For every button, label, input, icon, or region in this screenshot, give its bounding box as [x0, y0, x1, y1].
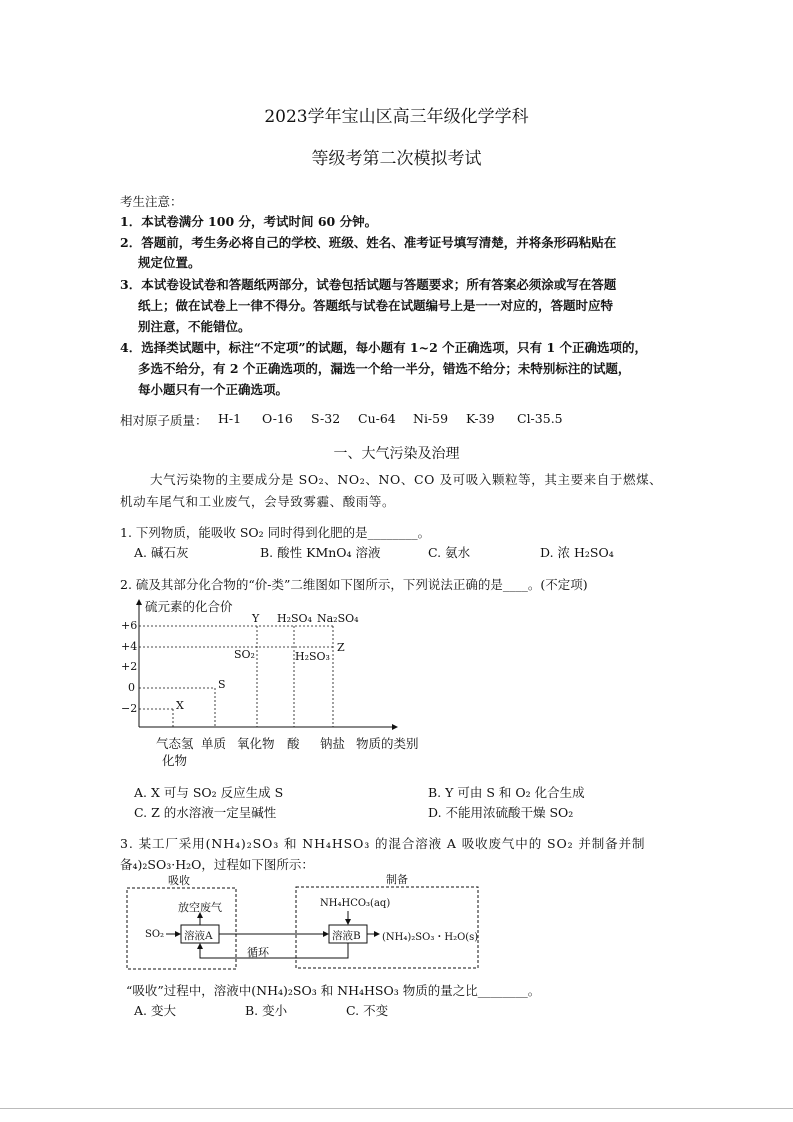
notice-heading: 考生注意： [120, 194, 183, 209]
notice-item: 别注意，不能错位。 [138, 319, 251, 334]
label-product: (NH₄)₂SO₃・H₂O(s) [382, 932, 479, 943]
label-cycle: 循环 [247, 946, 269, 959]
q3-question: “吸收”过程中，溶液中(NH₄)₂SO₃ 和 NH₄HSO₃ 物质的量之比________。 [126, 983, 541, 998]
q1-option-c: C. 氨水 [428, 545, 471, 560]
point-label-h2so3: H₂SO₃ [295, 650, 330, 663]
q3-option-a: A. 变大 [134, 1003, 176, 1018]
q3-option-c: C. 不变 [346, 1003, 389, 1018]
notice-item: 1．本试卷满分 100 分，考试时间 60 分钟。 [120, 214, 378, 229]
q2-option-c: C. Z 的水溶液一定呈碱性 [134, 805, 277, 820]
label-so2: SO₂ [145, 929, 165, 940]
point-label-s: S [218, 678, 226, 691]
point-label-na2so4: Na₂SO₄ [317, 612, 359, 625]
label-solution-b: 溶液B [332, 930, 361, 942]
q2-option-d: D. 不能用浓硫酸干燥 SO₂ [428, 805, 574, 820]
notice-item: 2．答题前，考生务必将自己的学校、班级、姓名、准考证号填写清楚，并将条形码粘贴在 [120, 235, 617, 250]
q3-stem: 3. 某工厂采用(NH₄)₂SO₃ 和 NH₄HSO₃ 的混合溶液 A 吸收废气中的 SO₂ 并制备并制 [120, 836, 646, 851]
y-tick: +6 [121, 619, 138, 632]
q3-option-b: B. 变小 [245, 1003, 288, 1018]
atomic-mass: Cl-35.5 [517, 411, 563, 426]
category-label: 气态氢 [156, 736, 194, 751]
point-label-y: Y [252, 612, 260, 625]
atomic-mass: Cu-64 [358, 411, 396, 426]
category-label: 单质 [201, 736, 227, 751]
category-label: 钠盐 [320, 736, 346, 751]
chart-xlabel: 物质的类别 [356, 736, 419, 751]
notice-item: 每小题只有一个正确选项。 [138, 382, 289, 397]
q2-stem: 2. 硫及其部分化合物的“价-类”二维图如下图所示，下列说法正确的是____。(不定项) [120, 577, 588, 592]
section-intro: 大气污染物的主要成分是 SO₂、NO₂、NO、CO 及可吸入颗粒等，其主要来自于燃煤、 [150, 472, 663, 487]
q1-option-a: A. 碱石灰 [134, 545, 189, 560]
title-line1: 2023学年宝山区高三年级化学学科 [264, 107, 529, 127]
y-tick: +4 [121, 640, 138, 653]
atomic-mass: H-1 [218, 411, 242, 426]
notice-item: 4．选择类试题中，标注“不定项”的试题，每小题有 1~2 个正确选项，只有 1 个正确选项的， [120, 340, 648, 355]
page-divider [0, 1108, 793, 1109]
title-line2: 等级考第二次模拟考试 [311, 149, 482, 169]
q3-stem: 备₄)₂SO₃·H₂O，过程如下图所示： [120, 857, 314, 872]
atomic-mass-label: 相对原子质量： [120, 413, 208, 428]
atomic-mass: Ni-59 [413, 411, 449, 426]
label-nh4hco3: NH₄HCO₃(aq) [320, 898, 391, 909]
label-absorb: 吸收 [168, 874, 190, 887]
notice-item: 规定位置。 [138, 255, 201, 270]
label-vent: 放空废气 [178, 901, 222, 914]
category-label: 酸 [287, 736, 300, 751]
category-label: 化物 [162, 753, 188, 768]
notice-item: 多选不给分，有 2 个正确选项的，漏选一个给一半分，错选不给分；未特别标注的试题， [138, 361, 631, 376]
q1-stem: 1. 下列物质，能吸收 SO₂ 同时得到化肥的是________。 [120, 525, 431, 540]
notice-item: 3．本试卷设试卷和答题纸两部分，试卷包括试题与答题要求；所有答案必须涂或写在答题 [120, 277, 617, 292]
q2-option-b: B. Y 可由 S 和 O₂ 化合生成 [428, 785, 585, 800]
chart-ylabel: 硫元素的化合价 [145, 599, 233, 614]
q2-option-a: A. X 可与 SO₂ 反应生成 S [134, 785, 284, 800]
point-label-x: X [176, 699, 184, 712]
category-label: 氧化物 [237, 736, 275, 751]
point-label-so2: SO₂ [234, 648, 255, 661]
y-tick: 0 [128, 681, 135, 694]
atomic-mass: O-16 [262, 411, 293, 426]
y-tick: −2 [121, 702, 138, 715]
q1-option-b: B. 酸性 KMnO₄ 溶液 [260, 545, 381, 560]
label-prepare: 制备 [386, 873, 408, 886]
atomic-mass: S-32 [311, 411, 341, 426]
point-label-z: Z [337, 641, 345, 654]
y-tick: +2 [121, 660, 138, 673]
q1-option-d: D. 浓 H₂SO₄ [540, 545, 614, 560]
notice-item: 纸上；做在试卷上一律不得分。答题纸与试卷在试题编号上是一一对应的，答题时应特 [138, 298, 614, 313]
section-intro: 机动车尾气和工业废气，会导致雾霾、酸雨等。 [120, 494, 396, 509]
label-solution-a: 溶液A [184, 930, 213, 942]
point-label-h2so4: H₂SO₄ [277, 612, 312, 625]
section-title: 一、大气污染及治理 [333, 446, 460, 462]
atomic-mass: K-39 [466, 411, 495, 426]
